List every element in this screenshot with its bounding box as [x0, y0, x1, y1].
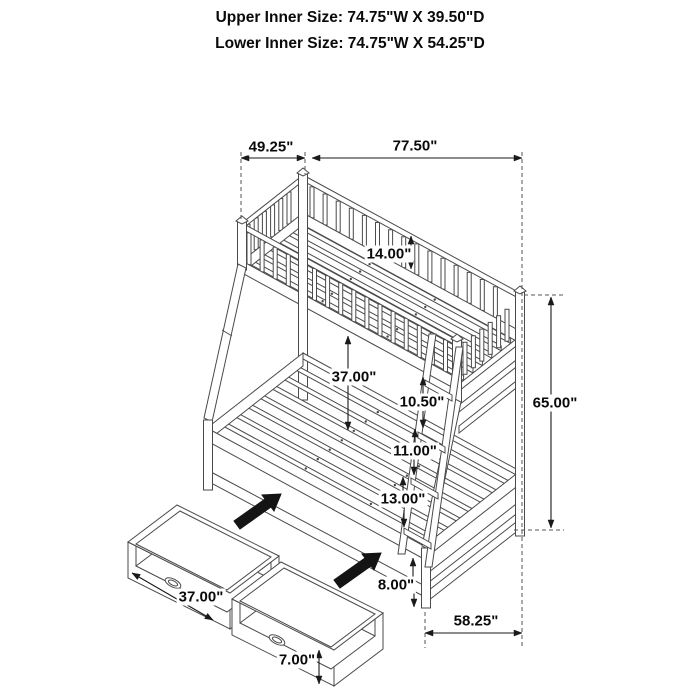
- dim-label-guardrail-height: 14.00": [366, 245, 412, 263]
- dim-label-upper-width: 49.25": [248, 138, 294, 156]
- dim-label-ladder-step-1: 10.50": [399, 393, 445, 411]
- dim-label-ladder-step-3: 13.00": [380, 490, 426, 508]
- title-lower-inner-size: Lower Inner Size: 74.75"W X 54.25"D: [215, 35, 485, 52]
- dim-label-total-width: 77.50": [392, 137, 438, 155]
- dim-label-drawer-width: 37.00": [178, 588, 224, 606]
- dim-label-overall-depth: 58.25": [453, 612, 499, 630]
- dim-label-drawer-height: 7.00": [278, 651, 316, 669]
- title-upper-inner-size: Upper Inner Size: 74.75"W X 39.50"D: [215, 9, 485, 26]
- dim-label-ladder-step-2: 11.00": [393, 442, 437, 460]
- dim-label-underbed-clearance: 8.00": [377, 576, 415, 594]
- dim-label-overall-height: 65.00": [532, 394, 578, 412]
- dim-label-bunk-clearance: 37.00": [331, 368, 377, 386]
